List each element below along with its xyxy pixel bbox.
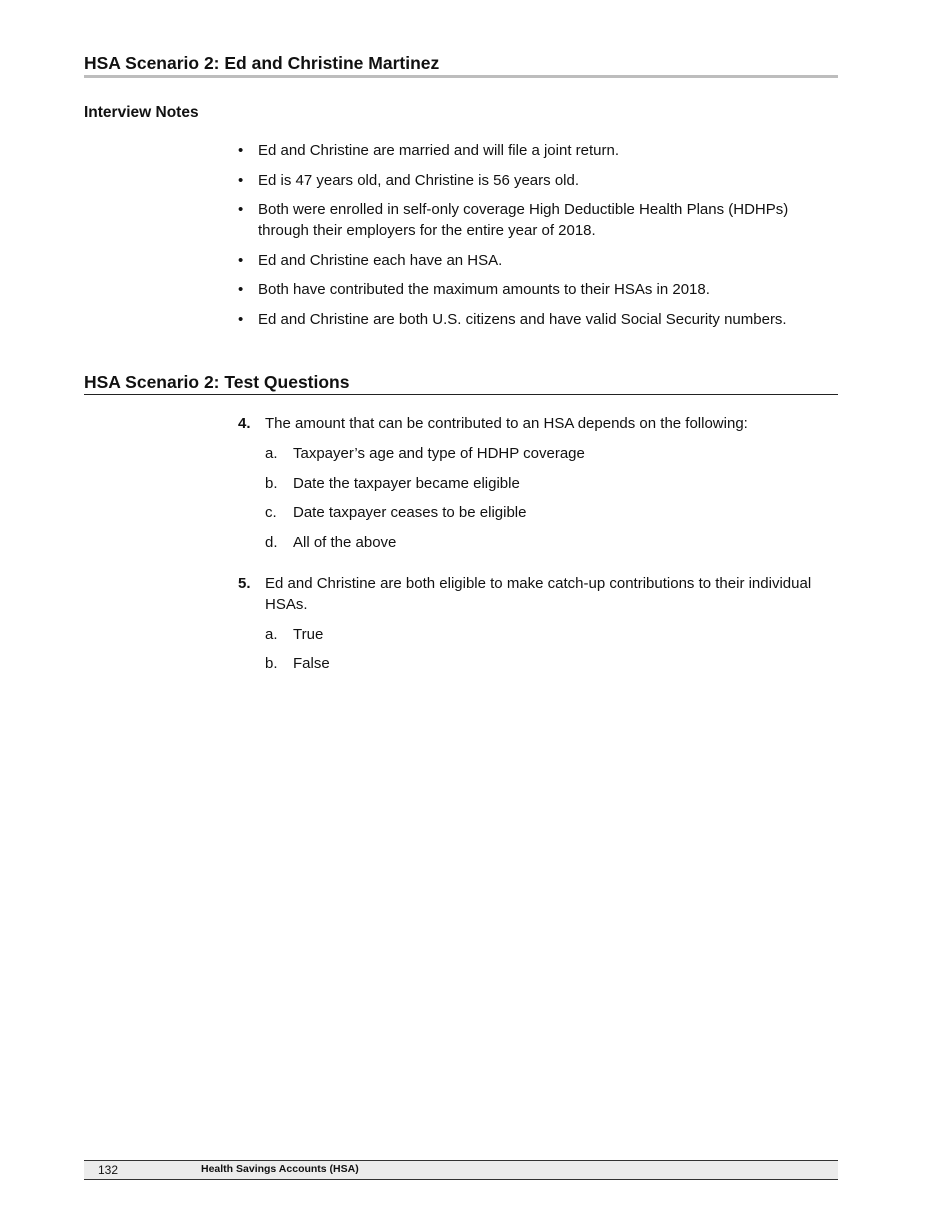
interview-notes-heading: Interview Notes [84,104,199,121]
bullet-glyph: • [238,201,244,219]
question-number: 4. [238,415,251,432]
option-label: d. [265,533,278,551]
bullet-glyph: • [238,281,244,299]
test-questions-title: HSA Scenario 2: Test Questions [84,372,350,392]
scenario-title: HSA Scenario 2: Ed and Christine Martinez [84,53,440,73]
page-number: 132 [98,1163,119,1177]
list-item [238,170,828,191]
note-text: Ed and Christine each have an HSA. [258,251,503,269]
question-4 [238,413,838,553]
answer-option-c [265,502,838,523]
option-label: a. [265,625,278,643]
list-item [238,140,828,161]
option-label: b. [265,474,278,492]
option-label: c. [265,504,277,522]
answer-option-d [265,532,838,553]
question-text: Ed and Christine are both eligible to make catch-up contributions to their individual HSAs. [265,574,812,613]
list-item [238,279,828,300]
option-text: Date the taxpayer became eligible [293,474,520,492]
option-text: False [293,655,330,673]
bullet-glyph: • [238,310,244,328]
bullet-glyph: • [238,142,244,159]
question-text: The amount that can be contributed to an HSA depends on the following: [265,415,748,432]
bullet-glyph: • [238,171,244,189]
option-text: True [293,625,324,643]
answer-option-a [265,624,838,645]
note-text: Both were enrolled in self-only coverage High Deductible Health Plans (HDHPs) through their employers for the entire year of 2018. [258,201,789,240]
title-divider [84,75,838,78]
note-text: Both have contributed the maximum amounts to their HSAs in 2018. [258,281,710,299]
list-item [238,309,828,330]
test-questions-list [238,413,838,694]
option-label: b. [265,655,278,673]
list-item [238,250,828,271]
option-label: a. [265,445,278,462]
option-text: Date taxpayer ceases to be eligible [293,504,527,522]
answer-option-b [265,653,838,674]
note-text: Ed is 47 years old, and Christine is 56 years old. [258,171,579,189]
note-text: Ed and Christine are married and will file a joint return. [258,142,620,159]
note-text: Ed and Christine are both U.S. citizens and have valid Social Security numbers. [258,310,787,328]
test-questions-divider [84,394,838,395]
answer-options [265,624,838,675]
bullet-glyph: • [238,251,244,269]
page-footer [84,1160,838,1180]
option-text: All of the above [293,533,397,551]
question-number: 5. [238,574,251,592]
option-text: Taxpayer’s age and type of HDHP coverage [293,445,585,462]
footer-title: Health Savings Accounts (HSA) [201,1163,359,1175]
interview-notes-list [238,140,828,339]
answer-options [265,443,838,553]
list-item [238,199,828,241]
answer-option-a [265,443,838,464]
answer-option-b [265,473,838,494]
question-5 [238,573,838,675]
